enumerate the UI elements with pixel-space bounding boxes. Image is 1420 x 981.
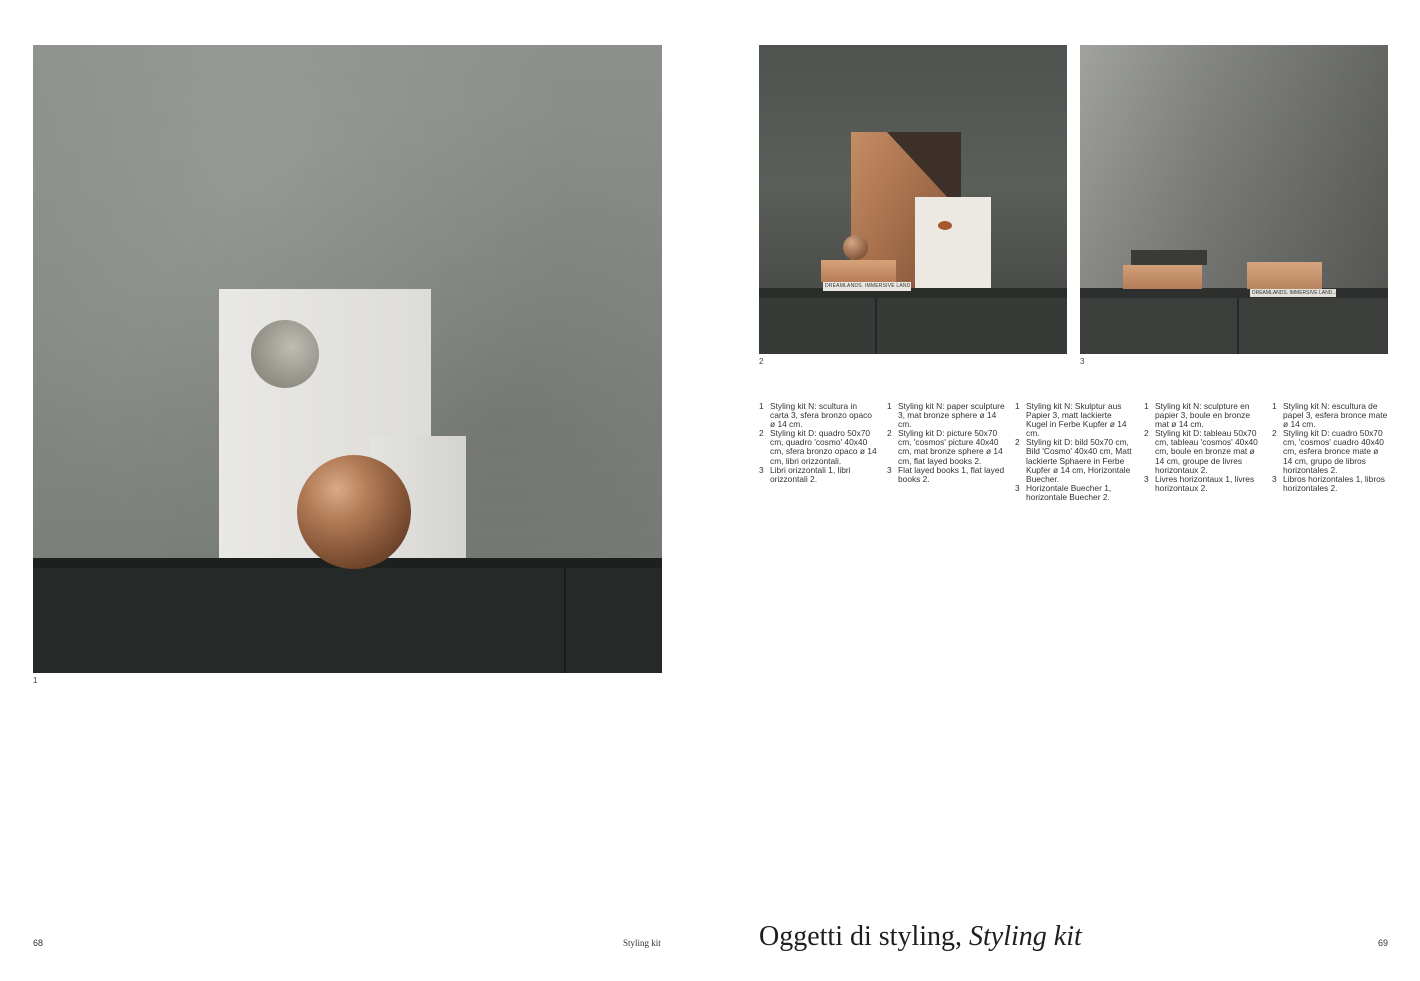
caption-item xyxy=(759,402,877,429)
figure-number-2: 2 xyxy=(759,357,764,366)
caption-text: Horizontale Buecher 1, horizontale Buecher 2. xyxy=(1026,482,1112,502)
caption-text: Livres horizontaux 1, livres horizontaux 2. xyxy=(1155,473,1255,493)
caption-text: Styling kit N: paper sculpture 3, mat bronze sphere ø 14 cm. xyxy=(898,401,1005,430)
caption-column-spanish xyxy=(1272,402,1390,493)
caption-item xyxy=(759,466,877,484)
caption-column-german xyxy=(1015,402,1133,502)
caption-item xyxy=(1272,475,1390,493)
page-number-right: 69 xyxy=(1378,938,1389,948)
book-spine-title: DREAMLANDS. IMMERSIVE LAND... xyxy=(825,283,916,289)
cosmos-picture xyxy=(915,197,991,290)
caption-number: 2 xyxy=(1015,437,1020,448)
caption-text: Styling kit D: cuadro 50x70 cm, 'cosmos' cuadro 40x40 cm, esfera bronce mate ø 14 cm, grupo de libros horizontales 2. xyxy=(1283,428,1384,475)
section-title-italic: Styling kit xyxy=(969,921,1082,952)
copper-book-left xyxy=(1123,265,1202,289)
running-head: Styling kit xyxy=(623,938,661,948)
caption-text: Libri orizzontali 1, libri orizzontali 2. xyxy=(770,464,851,484)
console-door-gap xyxy=(564,568,566,673)
caption-item xyxy=(1272,429,1390,474)
wall-shading xyxy=(1080,45,1388,288)
caption-item xyxy=(1015,402,1133,438)
styling-photo-2 xyxy=(759,45,1067,354)
styling-photo-1 xyxy=(33,45,662,673)
caption-number: 1 xyxy=(1272,401,1277,411)
section-title xyxy=(759,921,1082,953)
caption-number: 2 xyxy=(759,428,764,439)
caption-number: 2 xyxy=(1272,428,1277,439)
caption-number: 3 xyxy=(1015,482,1020,493)
caption-text: Flat layed books 1, flat layed books 2. xyxy=(898,464,1005,484)
caption-item xyxy=(1144,475,1262,493)
caption-column-french xyxy=(1144,402,1262,493)
console-door-gap xyxy=(1237,298,1239,354)
caption-text: Styling kit D: picture 50x70 cm, 'cosmos' picture 40x40 cm, mat bronze sphere ø 14 cm, flat layed books 2. xyxy=(898,428,1003,466)
caption-item xyxy=(1015,438,1133,483)
panel-circular-hole xyxy=(251,320,319,388)
caption-text: Styling kit N: scultura in carta 3, sfera bronzo opaco ø 14 cm. xyxy=(770,401,872,430)
caption-number: 3 xyxy=(1272,473,1277,484)
caption-number: 1 xyxy=(887,401,892,411)
page-number-left: 68 xyxy=(33,938,44,948)
caption-number: 3 xyxy=(887,464,892,475)
caption-number: 3 xyxy=(759,464,764,475)
copper-book-right xyxy=(1247,262,1322,289)
caption-text: Styling kit D: bild 50x70 cm, Bild 'Cosmo' 40x40 cm, Matt lackierte Sphaere in Ferbe Kupfer ø 14 cm, Horizontale Buecher. xyxy=(1026,437,1132,484)
caption-text: Styling kit D: quadro 50x70 cm, quadro 'cosmo' 40x40 cm, sfera bronzo opaco ø 14 cm, libri orizzontali. xyxy=(770,428,877,466)
caption-number: 1 xyxy=(759,401,764,411)
black-book xyxy=(1135,289,1213,296)
console-door-gap xyxy=(875,298,877,354)
caption-item xyxy=(887,402,1005,429)
caption-item xyxy=(1144,429,1262,474)
styling-photo-3 xyxy=(1080,45,1388,354)
caption-item xyxy=(759,429,877,465)
copper-book xyxy=(821,260,896,282)
section-title-main: Oggetti di styling, xyxy=(759,921,969,952)
caption-text: Styling kit N: sculpture en papier 3, boule en bronze mat ø 14 cm. xyxy=(1155,401,1250,430)
caption-number: 3 xyxy=(1144,473,1149,484)
caption-text: Styling kit D: tableau 50x70 cm, tableau 'cosmos' 40x40 cm, boule en bronze mat ø 14 cm, groupe de livres horizontaux 2. xyxy=(1155,428,1258,475)
caption-number: 1 xyxy=(1144,401,1149,411)
caption-item xyxy=(887,466,1005,484)
figure-number-1: 1 xyxy=(33,676,38,685)
caption-item xyxy=(887,429,1005,465)
caption-item xyxy=(1272,402,1390,429)
caption-column-english xyxy=(887,402,1005,484)
book-spine-title: DREAMLANDS. IMMERSIVE LAND... xyxy=(1252,289,1337,296)
caption-number: 2 xyxy=(887,428,892,439)
dark-book xyxy=(1131,250,1207,265)
caption-text: Styling kit N: Skulptur aus Papier 3, matt lackierte Kugel in Ferbe Kupfer ø 14 cm. xyxy=(1026,401,1127,439)
caption-item xyxy=(1144,402,1262,429)
caption-text: Libros horizontales 1, libros horizontales 2. xyxy=(1283,473,1385,493)
dark-console xyxy=(33,558,662,673)
caption-column-italian xyxy=(759,402,877,484)
console-top xyxy=(1080,288,1388,298)
caption-item xyxy=(1015,484,1133,502)
bronze-sphere-small xyxy=(843,235,868,260)
figure-number-3: 3 xyxy=(1080,357,1085,366)
caption-number: 2 xyxy=(1144,428,1149,439)
console-top xyxy=(759,288,1067,298)
cosmos-speck xyxy=(938,221,952,230)
bronze-sphere xyxy=(297,455,411,569)
caption-number: 1 xyxy=(1015,401,1020,411)
caption-text: Styling kit N: escultura de papel 3, esfera bronce mate ø 14 cm. xyxy=(1283,401,1388,430)
